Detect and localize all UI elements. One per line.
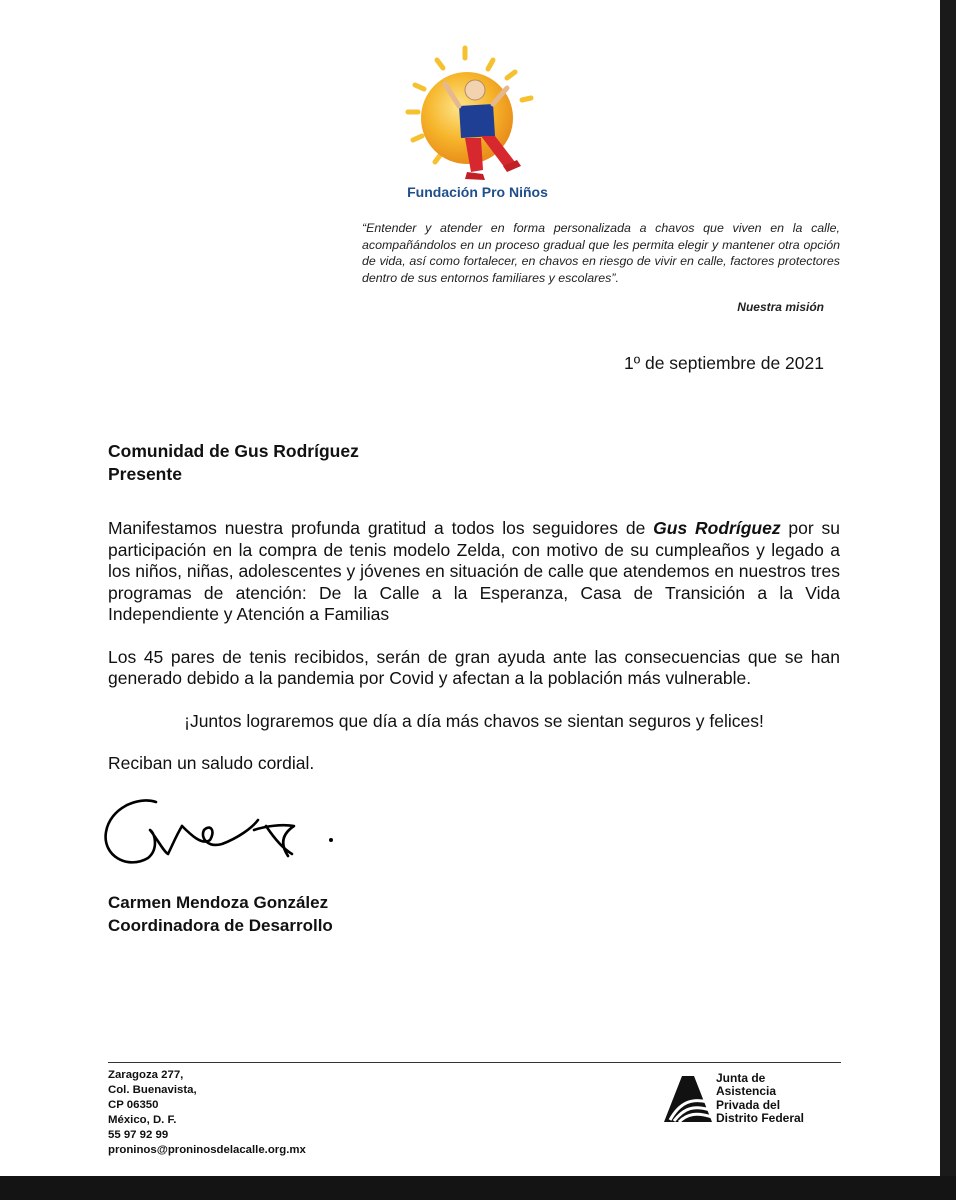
mission-statement: “Entender y atender en forma personalizada a chavos que viven en la calle, acompañándolos en un proceso gradual que les permita elegir y mantener otra opción de vida, así como fortalecer, en chavos en riesgo de vivir en calle, factores protectores dentro de sus entornos familiares y escolares”.: [362, 221, 840, 285]
email-address: proninos@proninosdelacalle.org.mx: [108, 1144, 306, 1157]
letter-date: 1º de septiembre de 2021: [623, 353, 824, 373]
fundacion-logo-sun-icon: [395, 40, 570, 205]
recipient-presente: Presente: [108, 464, 182, 484]
paragraph-donation: Los 45 pares de tenis recibidos, serán de gran ayuda ante las consecuencias que se han generado debido a la pandemia por Covid y afectan a la población más vulnerable.: [108, 646, 840, 688]
org-name: Fundación Pro Niños: [407, 184, 548, 200]
paragraph-gratitude: Manifestamos nuestra profunda gratitud a todos los seguidores de Gus Rodríguez por su participación en la compra de tenis modelo Zelda, con motivo de su cumpleaños y legado a los niños, niñas, adolescentes y jóvenes en situación de calle que atendemos en nuestros tres programas de atención: De la Calle a la Esperanza, Casa de Transición a la Vida Independiente y Atención a Familias: [108, 518, 840, 624]
recipient-block: [108, 440, 359, 486]
footer-divider: [108, 1062, 841, 1063]
address-line: Zaragoza 277,: [108, 1069, 184, 1081]
recipient-name: Comunidad de Gus Rodríguez: [108, 441, 359, 461]
letter-body: [108, 518, 840, 775]
footer-address: [108, 1068, 306, 1159]
highlighted-name: Gus Rodríguez: [653, 518, 781, 538]
scan-edge-right: [940, 0, 956, 1200]
handwritten-signature: [98, 790, 348, 880]
signer-block: [108, 891, 333, 937]
junta-asistencia-logo-icon: [662, 1072, 714, 1124]
mission-label: Nuestra misión: [737, 300, 824, 314]
address-line: México, D. F.: [108, 1114, 177, 1127]
paragraph-motto: ¡Juntos lograremos que día a día más chavos se sientan seguros y felices!: [184, 710, 764, 731]
phone-number: 55 97 92 99: [108, 1129, 169, 1142]
closing-line: Reciban un saludo cordial.: [108, 753, 315, 773]
address-line: Col. Buenavista,: [108, 1084, 197, 1097]
signer-name: Carmen Mendoza González: [108, 893, 329, 912]
junta-asistencia-label: Junta de Asistencia Privada del Distrito Federal: [716, 1071, 805, 1126]
address-line: CP 06350: [108, 1099, 159, 1112]
scan-edge-bottom: [0, 1176, 956, 1200]
signer-title: Coordinadora de Desarrollo: [108, 916, 333, 935]
